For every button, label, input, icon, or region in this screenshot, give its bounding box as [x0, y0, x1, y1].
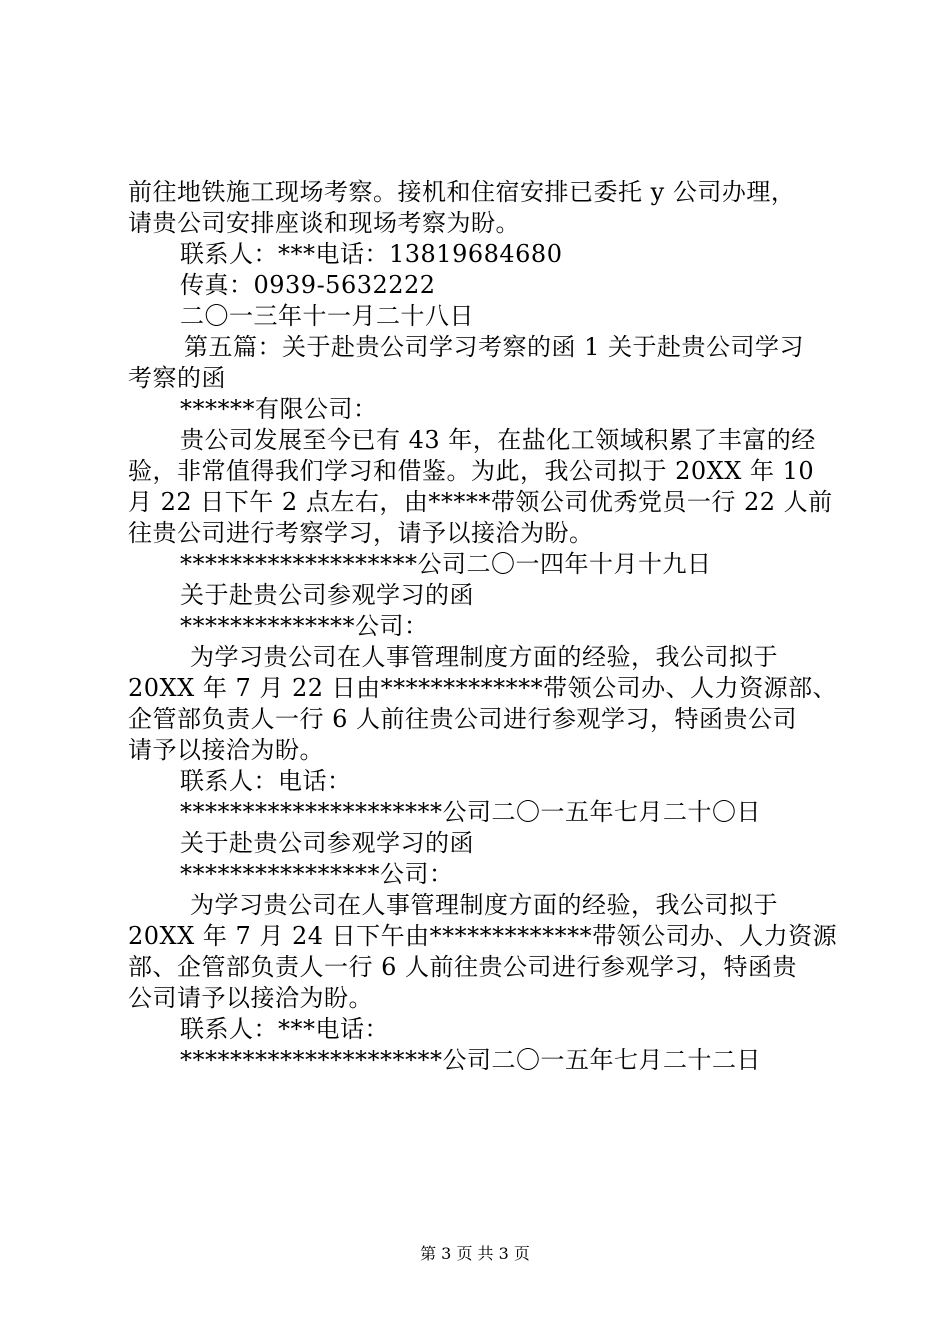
addressee-line: ****************公司：: [180, 860, 454, 888]
signature-line: *******************公司二〇一四年十月十九日: [180, 550, 712, 578]
text-line: 联系人：***电话：13819684680: [180, 240, 563, 268]
letter-title: 关于赴贵公司参观学习的函: [180, 829, 474, 857]
text-line: 为学习贵公司在人事管理制度方面的经验，我公司拟于: [190, 643, 778, 671]
text-line: 请贵公司安排座谈和现场考察为盼。: [128, 209, 520, 237]
section-heading-continued: 考察的函: [128, 364, 226, 392]
text-line: 贵公司发展至今已有 43 年，在盐化工领域积累了丰富的经: [180, 426, 816, 454]
text-line: 为学习贵公司在人事管理制度方面的经验，我公司拟于: [190, 891, 778, 919]
section-heading: 第五篇：关于赴贵公司学习考察的函 1 关于赴贵公司学习: [184, 333, 805, 361]
text-line: 企管部负责人一行 6 人前往贵公司进行参观学习，特函贵公司: [128, 705, 798, 733]
text-line: 二〇一三年十一月二十八日: [180, 302, 474, 330]
text-line: 往贵公司进行考察学习，请予以接洽为盼。: [128, 519, 594, 547]
text-line: 20XX 年 7 月 24 日下午由*************带领公司办、人力资源: [128, 922, 838, 950]
addressee-line: **************公司：: [180, 612, 429, 640]
signature-line: *********************公司二〇一五年七月二十二日: [180, 1046, 761, 1074]
addressee-line: ******有限公司：: [180, 395, 378, 423]
contact-line: 联系人：电话：: [180, 767, 352, 795]
text-line: 20XX 年 7 月 22 日由*************带领公司办、人力资源部、: [128, 674, 838, 702]
text-line: 部、企管部负责人一行 6 人前往贵公司进行参观学习，特函贵: [128, 953, 798, 981]
text-line: 公司请予以接洽为盼。: [128, 984, 373, 1012]
text-line: 验，非常值得我们学习和借鉴。为此，我公司拟于 20XX 年 10: [128, 457, 815, 485]
text-line: 传真：0939-5632222: [180, 271, 436, 299]
text-line: 月 22 日下午 2 点左右，由*****带领公司优秀党员一行 22 人前: [128, 488, 833, 516]
contact-line: 联系人：***电话：: [180, 1015, 389, 1043]
signature-line: *********************公司二〇一五年七月二十〇日: [180, 798, 761, 826]
page-number-footer: 第 3 页 共 3 页: [420, 1244, 530, 1263]
text-line: 请予以接洽为盼。: [128, 736, 324, 764]
text-line: 前往地铁施工现场考察。接机和住宿安排已委托 y 公司办理，: [128, 178, 796, 206]
letter-title: 关于赴贵公司参观学习的函: [180, 581, 474, 609]
